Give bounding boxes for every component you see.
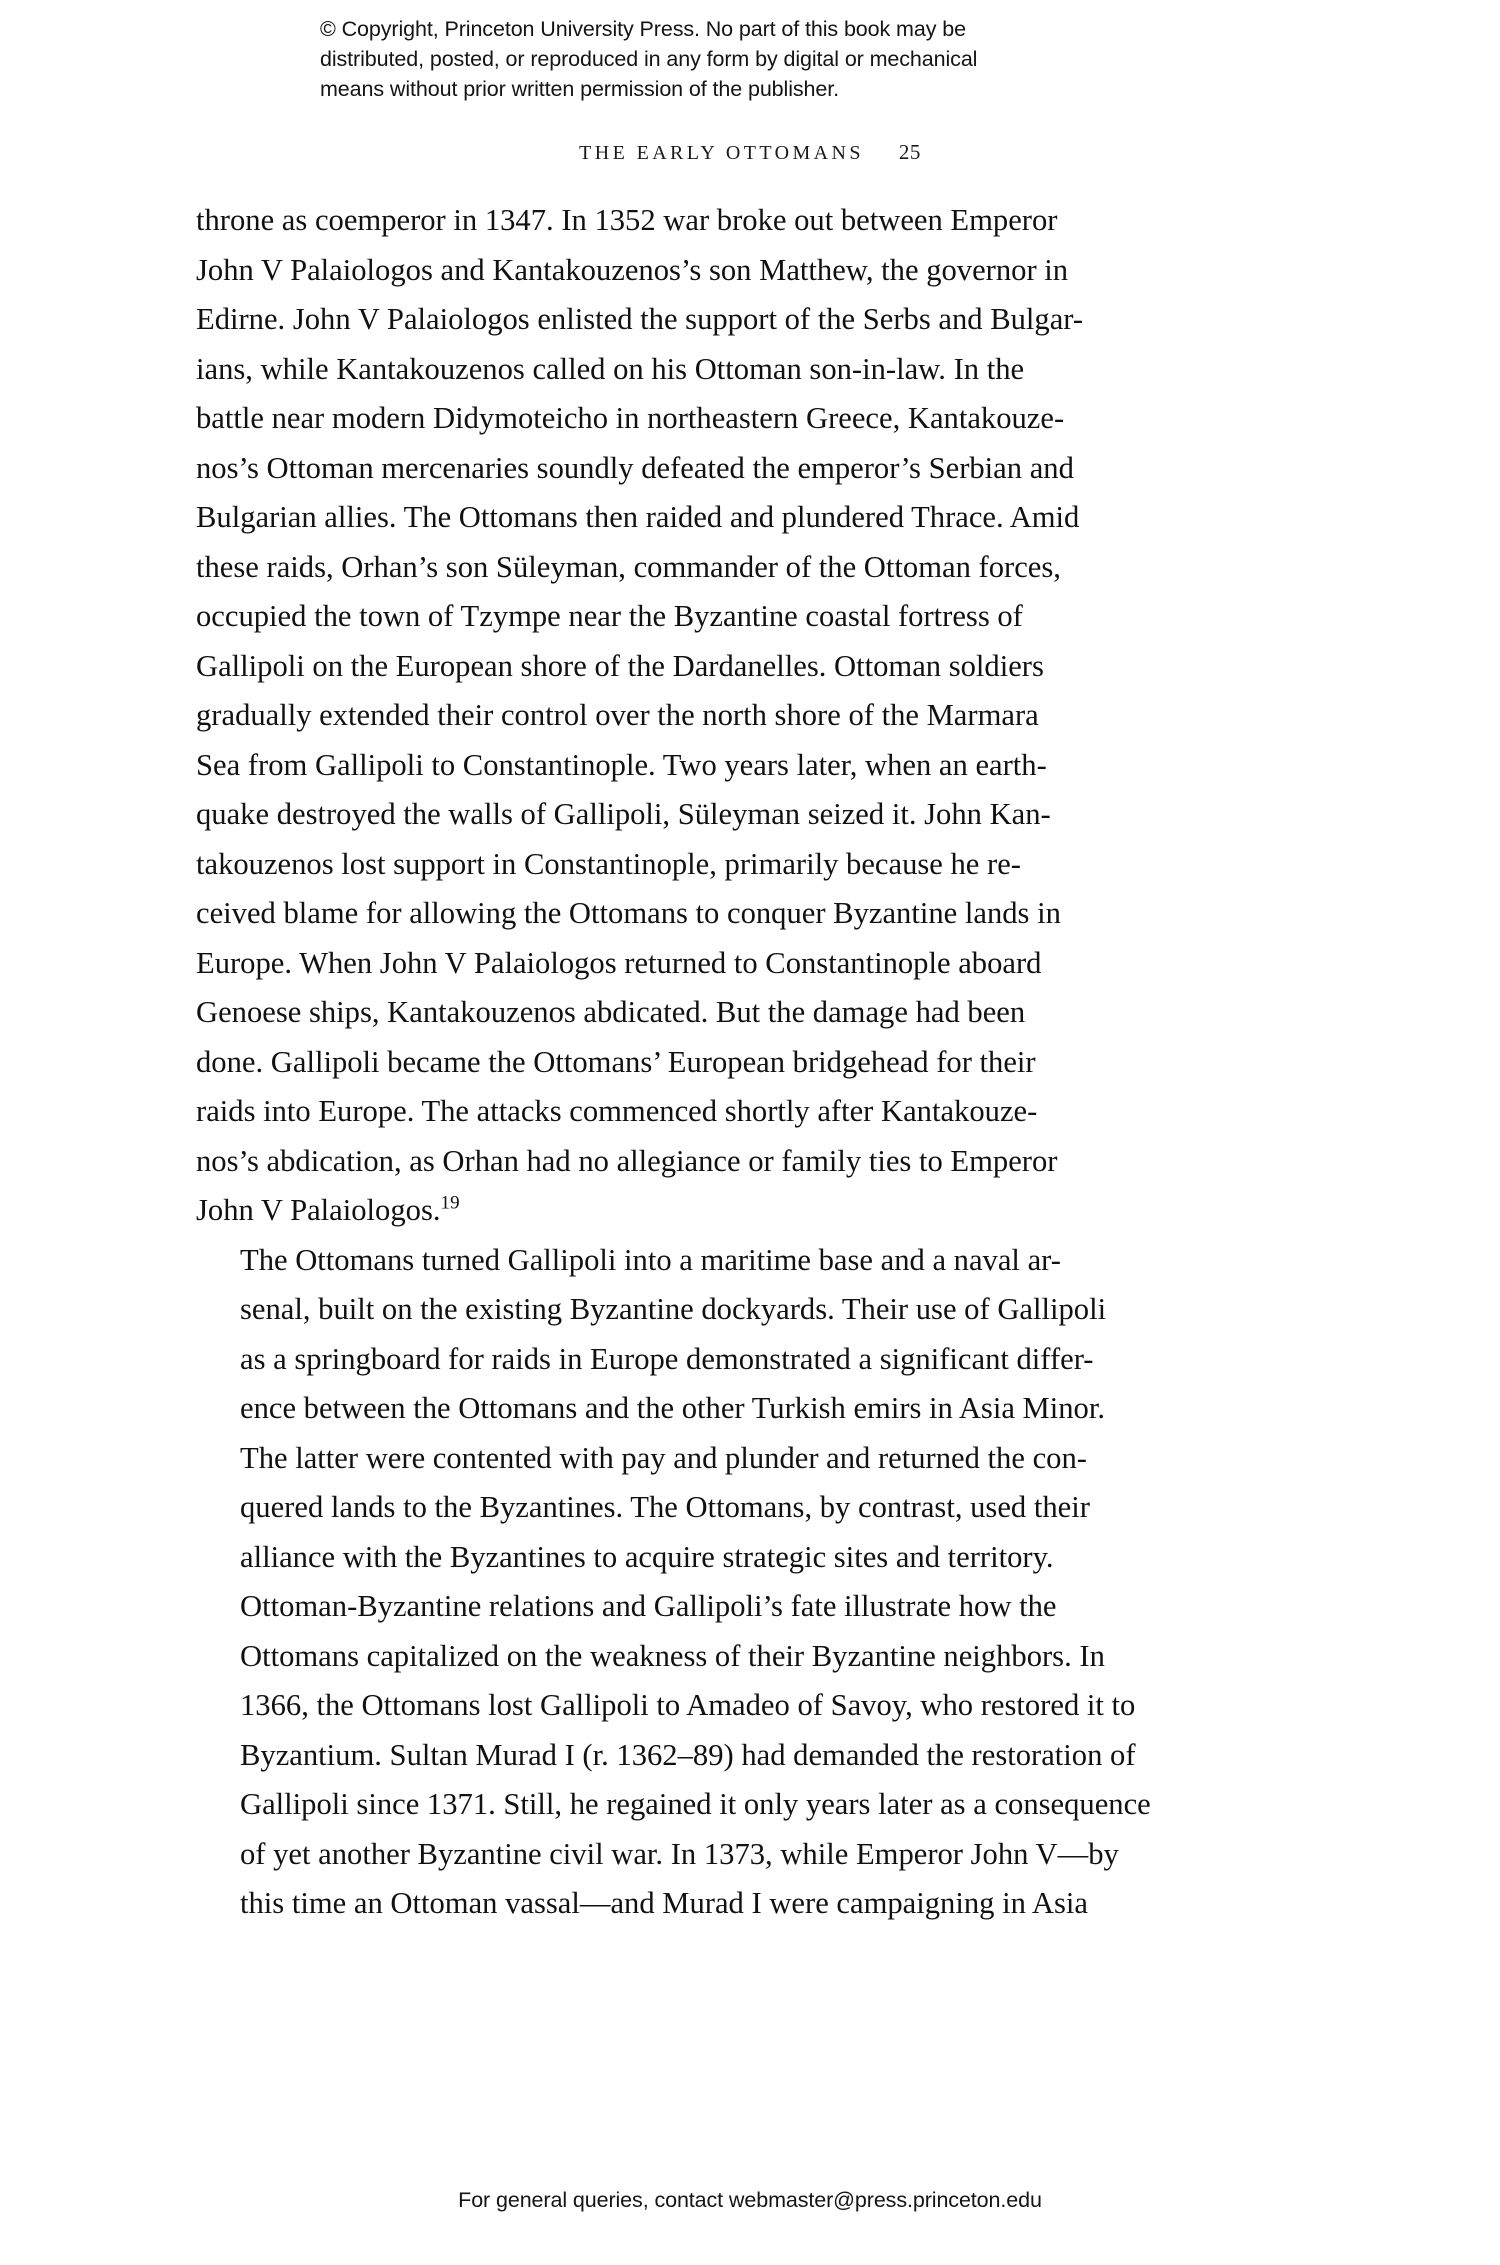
- text-line: of yet another Byzantine civil war. In 1373, while Emperor John V—by: [240, 1836, 1119, 1871]
- text-line: Bulgarian allies. The Ottomans then raided and plundered Thrace. Amid: [196, 500, 1080, 534]
- paragraph-1: [196, 196, 1259, 1236]
- text-line: raids into Europe. The attacks commenced shortly after Kantakouze-: [196, 1094, 1038, 1128]
- text-line: ence between the Ottomans and the other Turkish emirs in Asia Minor.: [240, 1391, 1105, 1425]
- text-line: takouzenos lost support in Constantinople, primarily because he re-: [196, 846, 1021, 881]
- text-line: Ottoman-Byzantine relations and Gallipoli’s fate illustrate how the: [240, 1589, 1057, 1623]
- text-line: The latter were contented with pay and plunder and returned the con-: [240, 1440, 1087, 1475]
- text-line: quered lands to the Byzantines. The Ottomans, by contrast, used their: [240, 1490, 1090, 1524]
- paragraph-2: [196, 1236, 1259, 1583]
- text-line-with-footnote: [196, 1186, 1259, 1236]
- text-line: occupied the town of Tzympe near the Byzantine coastal fortress of: [196, 599, 1023, 633]
- text-line: done. Gallipoli became the Ottomans’ European bridgehead for their: [196, 1044, 1036, 1079]
- text-line-tail: John V Palaiologos.: [196, 1193, 441, 1227]
- text-line: battle near modern Didymoteicho in northeastern Greece, Kantakouze-: [196, 401, 1065, 435]
- text-line: this time an Ottoman vassal—and Murad I were campaigning in Asia: [240, 1886, 1088, 1920]
- running-head-title: THE EARLY OTTOMANS: [579, 142, 864, 164]
- footer-contact-note: For general queries, contact webmaster@press.princeton.edu: [458, 2188, 1042, 2212]
- running-head: [0, 140, 1500, 165]
- copyright-line-3: means without prior written permission of the publisher.: [320, 77, 840, 101]
- text-line: senal, built on the existing Byzantine dockyards. Their use of Gallipoli: [240, 1292, 1107, 1326]
- text-line: Sea from Gallipoli to Constantinople. Two years later, when an earth-: [196, 747, 1047, 782]
- text-line: as a springboard for raids in Europe demonstrated a significant differ-: [240, 1341, 1094, 1376]
- text-line: Edirne. John V Palaiologos enlisted the support of the Serbs and Bulgar-: [196, 302, 1084, 336]
- text-line: nos’s abdication, as Orhan had no allegiance or family ties to Emperor: [196, 1143, 1058, 1178]
- paragraph-3: [196, 1582, 1259, 1929]
- footnote-marker: 19: [440, 1192, 460, 1214]
- copyright-line-1: © Copyright, Princeton University Press. No part of this book may be: [320, 17, 966, 41]
- text-line: John V Palaiologos and Kantakouzenos’s son Matthew, the governor in: [196, 252, 1069, 287]
- text-line: these raids, Orhan’s son Süleyman, commander of the Ottoman forces,: [196, 549, 1061, 584]
- copyright-line-2: distributed, posted, or reproduced in any form by digital or mechanical: [320, 47, 978, 71]
- text-line: ceived blame for allowing the Ottomans to conquer Byzantine lands in: [196, 896, 1061, 930]
- text-line: alliance with the Byzantines to acquire strategic sites and territory.: [240, 1539, 1054, 1574]
- text-line: ians, while Kantakouzenos called on his Ottoman son-in-law. In the: [196, 351, 1025, 386]
- text-line: Byzantium. Sultan Murad I (r. 1362–89) had demanded the restoration of: [240, 1737, 1136, 1772]
- text-line: nos’s Ottoman mercenaries soundly defeated the emperor’s Serbian and: [196, 450, 1074, 485]
- text-line: gradually extended their control over the north shore of the Marmara: [196, 698, 1039, 732]
- text-line: throne as coemperor in 1347. In 1352 war broke out between Emperor: [196, 203, 1058, 237]
- copyright-notice: [320, 14, 1180, 104]
- page-number: 25: [898, 140, 921, 164]
- body-text-column: [196, 196, 1259, 1929]
- text-line: Europe. When John V Palaiologos returned to Constantinople aboard: [196, 945, 1042, 980]
- text-line: 1366, the Ottomans lost Gallipoli to Amadeo of Savoy, who restored it to: [240, 1688, 1136, 1722]
- text-line: Gallipoli on the European shore of the Dardanelles. Ottoman soldiers: [196, 648, 1044, 683]
- text-line: quake destroyed the walls of Gallipoli, Süleyman seized it. John Kan-: [196, 797, 1051, 831]
- text-line: Ottomans capitalized on the weakness of their Byzantine neighbors. In: [240, 1638, 1105, 1673]
- text-line: The Ottomans turned Gallipoli into a maritime base and a naval ar-: [240, 1242, 1061, 1277]
- text-line: Genoese ships, Kantakouzenos abdicated. But the damage had been: [196, 995, 1026, 1029]
- text-line: Gallipoli since 1371. Still, he regained it only years later as a consequence: [240, 1787, 1151, 1821]
